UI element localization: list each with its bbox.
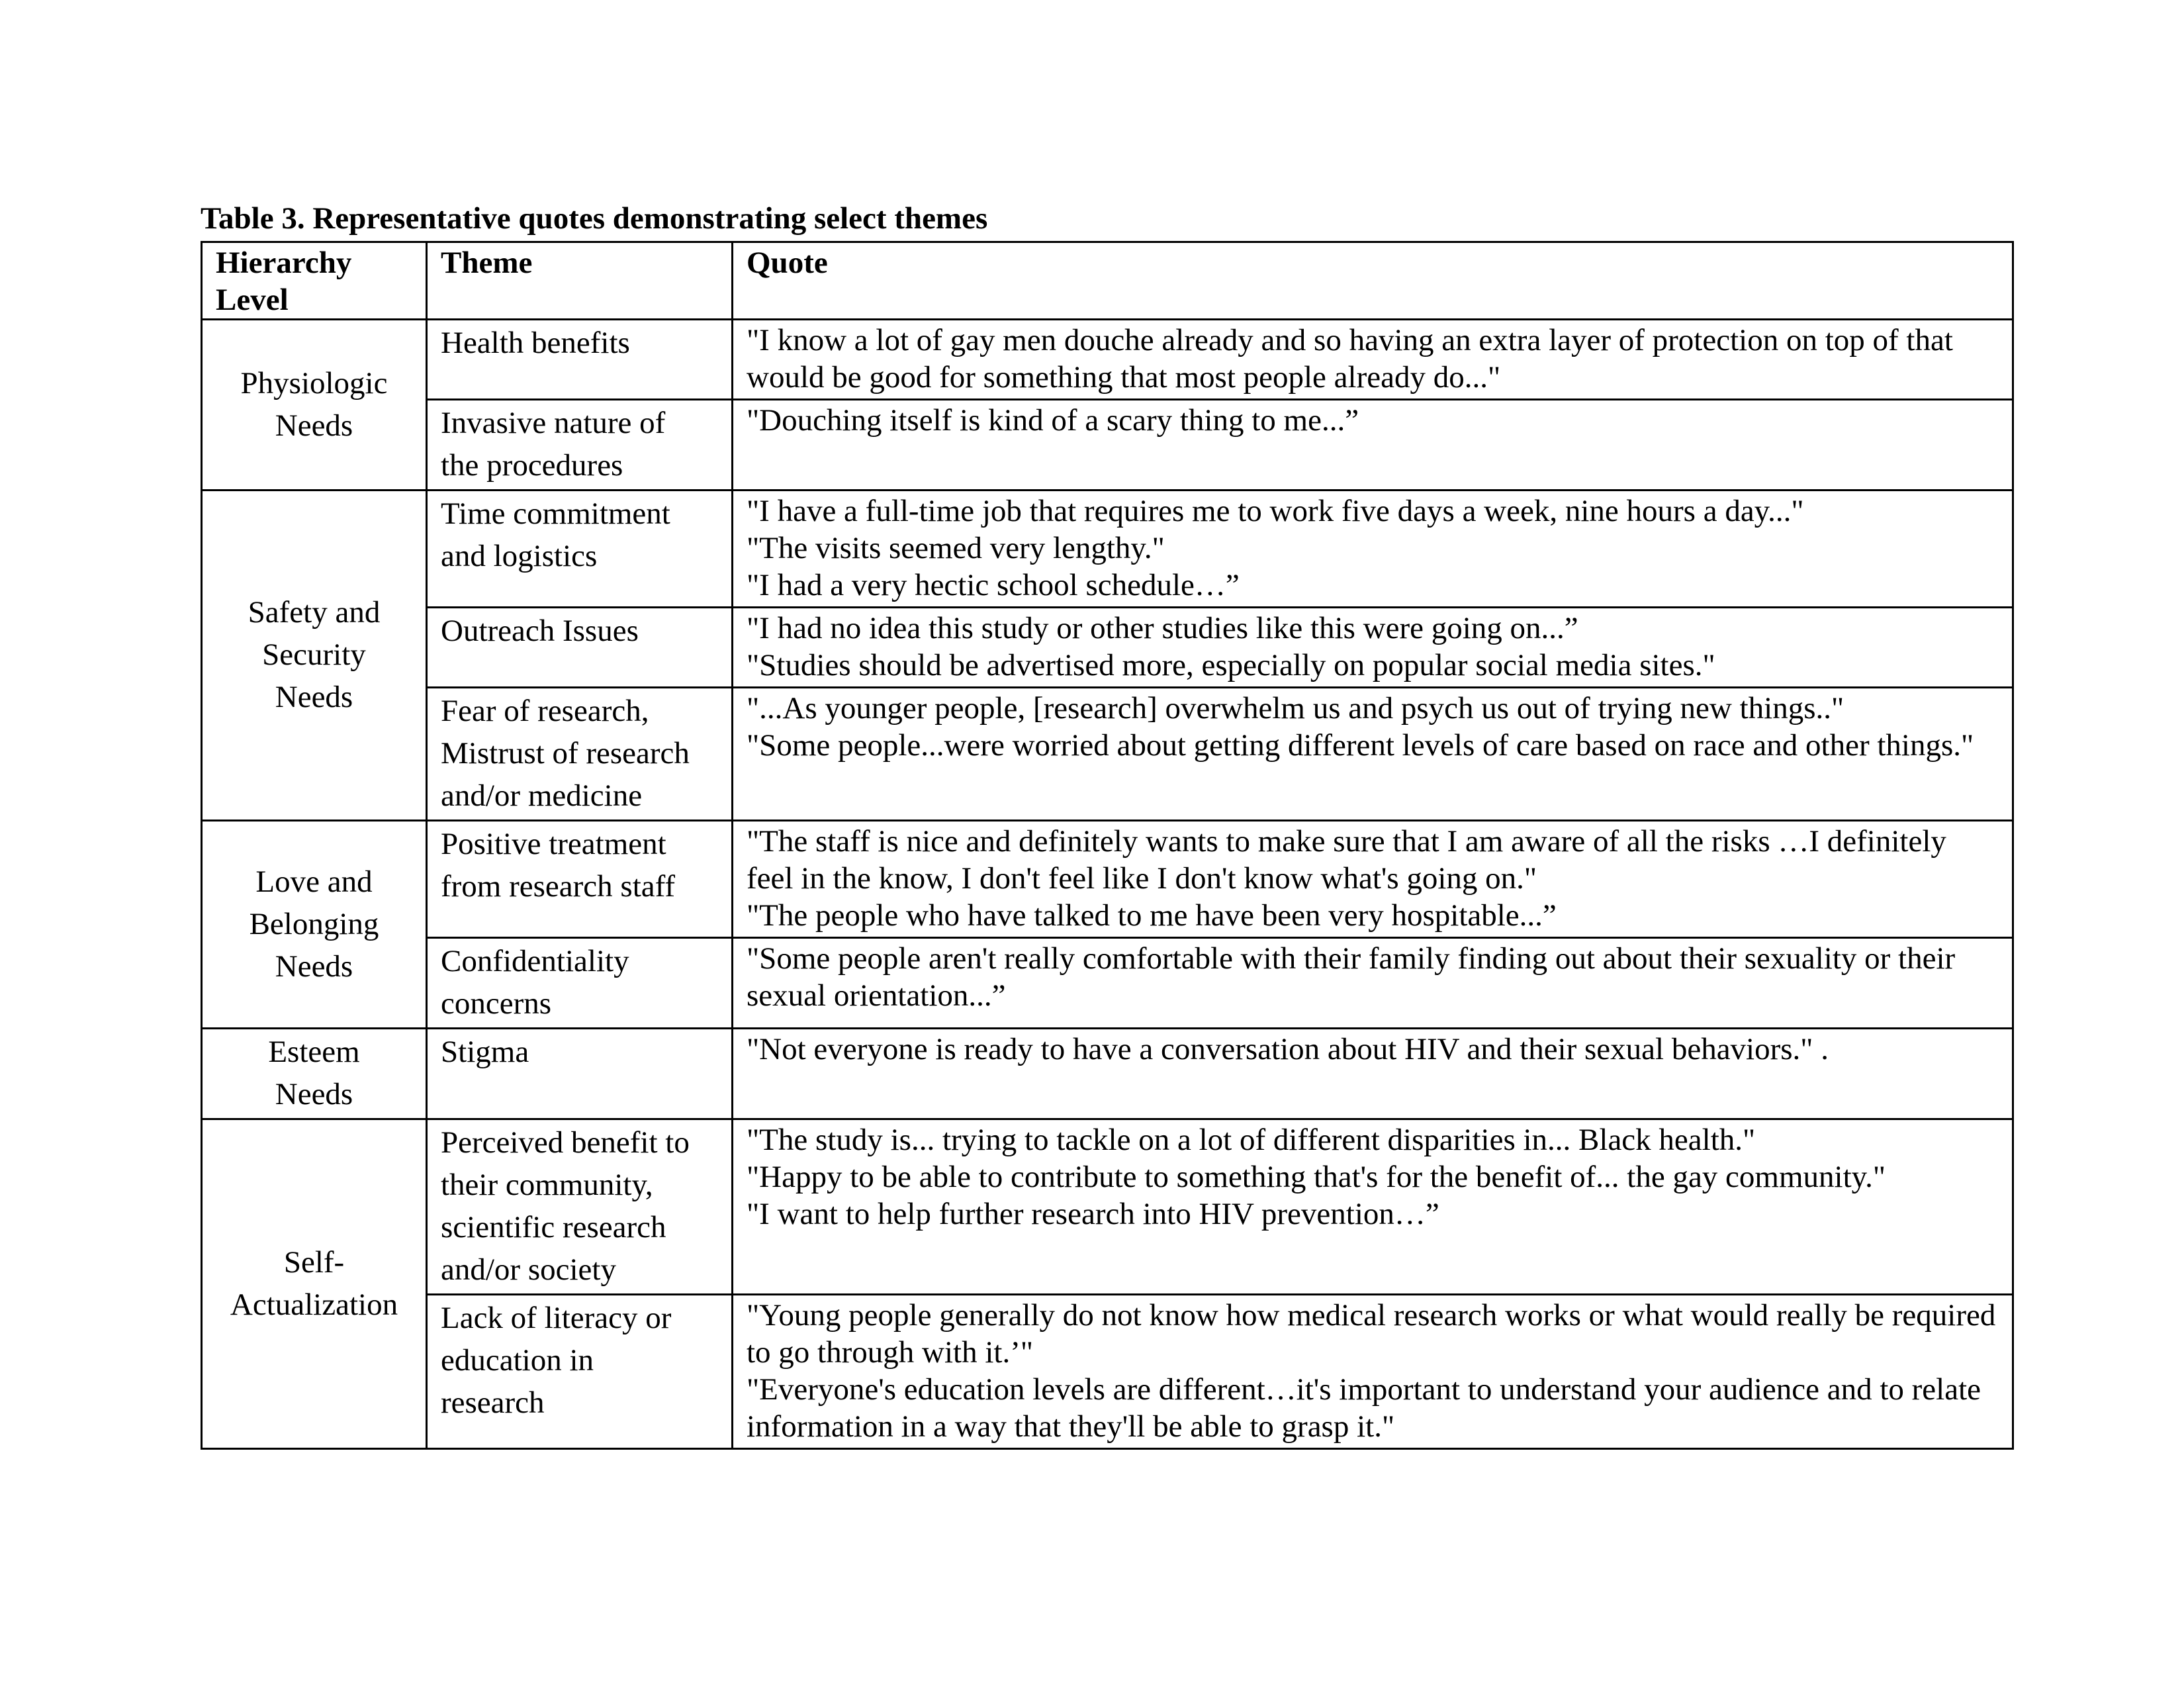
quote-cell <box>733 400 2013 491</box>
hierarchy-level-text: Physiologic <box>240 365 388 400</box>
theme-cell <box>427 1295 733 1449</box>
hierarchy-level-text: Needs <box>275 680 353 714</box>
hierarchy-level-text: Esteem <box>268 1035 360 1069</box>
quote-text: "I want to help further research into HIV prevention…” <box>747 1197 1439 1231</box>
header-hierarchy-level <box>202 242 427 320</box>
header-theme: Theme <box>427 242 733 320</box>
hierarchy-level-text: Needs <box>275 1077 353 1111</box>
quote-cell <box>733 1119 2013 1295</box>
theme-cell <box>427 1119 733 1295</box>
theme-text: Time commitment <box>441 496 670 531</box>
quote-text: "The study is... trying to tackle on a lot of different disparities in... Black health." <box>747 1123 1756 1157</box>
header-quote: Quote <box>733 242 2013 320</box>
table-body <box>202 320 2013 1449</box>
table-row <box>202 688 2013 821</box>
theme-text: education in <box>441 1343 594 1378</box>
theme-text: Mistrust of research <box>441 736 690 771</box>
hierarchy-level-text: Self- <box>283 1244 345 1280</box>
theme-cell <box>427 821 733 938</box>
quote-text: "Some people...were worried about getting different levels of care based on race and other things." <box>747 728 1974 763</box>
quote-text: "Douching itself is kind of a scary thing to me...” <box>747 403 1359 438</box>
hierarchy-level-cell <box>202 821 427 1029</box>
quote-cell <box>733 1029 2013 1119</box>
hierarchy-level-text: Belonging <box>249 906 379 941</box>
table-row <box>202 1029 2013 1119</box>
table-header-row <box>202 242 2013 320</box>
theme-text: Perceived benefit to <box>441 1125 690 1160</box>
page-content <box>201 199 2012 1450</box>
theme-text: scientific research <box>441 1210 666 1244</box>
table-row <box>202 608 2013 688</box>
theme-text: and/or medicine <box>441 778 643 813</box>
theme-text: Lack of literacy or <box>441 1301 672 1335</box>
hierarchy-level-text: Actualization <box>230 1287 398 1322</box>
theme-cell <box>427 608 733 688</box>
theme-text: and logistics <box>441 539 598 573</box>
table-row <box>202 1119 2013 1295</box>
table-row <box>202 821 2013 938</box>
hierarchy-level-cell <box>202 320 427 491</box>
quote-cell <box>733 608 2013 688</box>
quote-text: "Not everyone is ready to have a conversation about HIV and their sexual behaviors." . <box>747 1032 1829 1066</box>
quote-text: "I have a full-time job that requires me to work five days a week, nine hours a day..." <box>747 494 1804 528</box>
quote-text: "I know a lot of gay men douche already and so having an extra layer of protection on top of that would be good for something that most people already do..." <box>747 323 1953 395</box>
quote-text: "The staff is nice and definitely wants to make sure that I am aware of all the risks …I definitely feel in the know, I don't feel like I don't know what's going on." <box>747 824 1946 896</box>
theme-text: Fear of research, <box>441 694 649 728</box>
hierarchy-level-text: Needs <box>275 949 353 984</box>
table-row <box>202 320 2013 400</box>
quote-text: "Young people generally do not know how medical research works or what would really be required to go through with it.’" <box>747 1298 1996 1370</box>
hierarchy-level-text: Needs <box>275 408 353 443</box>
header-level-line: Hierarchy <box>216 246 352 280</box>
quote-text: "Studies should be advertised more, especially on popular social media sites." <box>747 648 1715 682</box>
theme-text: from research staff <box>441 869 676 904</box>
theme-text: Confidentiality <box>441 944 629 978</box>
hierarchy-level-text: Safety and <box>248 595 381 630</box>
hierarchy-level-text: Security <box>262 637 366 672</box>
quote-text: "I had no idea this study or other studies like this were going on...” <box>747 611 1578 645</box>
table-row <box>202 491 2013 608</box>
theme-text: Invasive nature of <box>441 406 666 440</box>
theme-cell <box>427 320 733 400</box>
quote-text: "I had a very hectic school schedule…” <box>747 568 1240 602</box>
theme-cell <box>427 400 733 491</box>
theme-text: research <box>441 1385 545 1420</box>
hierarchy-level-text: Love and <box>255 864 373 899</box>
theme-text: and/or society <box>441 1252 616 1287</box>
table-row <box>202 400 2013 491</box>
quote-text: "The visits seemed very lengthy." <box>747 531 1165 565</box>
theme-cell <box>427 491 733 608</box>
quote-cell <box>733 821 2013 938</box>
table-row <box>202 938 2013 1029</box>
quotes-table <box>201 241 2014 1450</box>
quote-cell <box>733 688 2013 821</box>
theme-text: Positive treatment <box>441 827 666 861</box>
theme-text: their community, <box>441 1168 653 1202</box>
quote-cell <box>733 320 2013 400</box>
quote-text: "Happy to be able to contribute to something that's for the benefit of... the gay community." <box>747 1160 1886 1194</box>
table-row <box>202 1295 2013 1449</box>
quote-text: "The people who have talked to me have been very hospitable...” <box>747 898 1557 933</box>
header-level-line: Level <box>216 283 289 317</box>
theme-cell <box>427 688 733 821</box>
quote-cell <box>733 491 2013 608</box>
theme-text: the procedures <box>441 448 623 483</box>
theme-text: Outreach Issues <box>441 614 639 648</box>
quote-cell <box>733 1295 2013 1449</box>
quote-text: "...As younger people, [research] overwhelm us and psych us out of trying new things.." <box>747 691 1844 726</box>
hierarchy-level-cell <box>202 491 427 821</box>
hierarchy-level-cell <box>202 1029 427 1119</box>
quote-cell <box>733 938 2013 1029</box>
theme-text: Stigma <box>441 1035 529 1069</box>
theme-cell <box>427 1029 733 1119</box>
theme-text: concerns <box>441 986 552 1021</box>
table-caption: Table 3. Representative quotes demonstrating select themes <box>201 201 988 236</box>
quote-text: "Everyone's education levels are different…it's important to understand your audience and to relate information in a way that they'll be able to grasp it." <box>747 1372 1981 1444</box>
quote-text: "Some people aren't really comfortable with their family finding out about their sexuality or their sexual orientation...” <box>747 941 1956 1013</box>
hierarchy-level-cell <box>202 1119 427 1449</box>
theme-cell <box>427 938 733 1029</box>
theme-text: Health benefits <box>441 326 630 360</box>
